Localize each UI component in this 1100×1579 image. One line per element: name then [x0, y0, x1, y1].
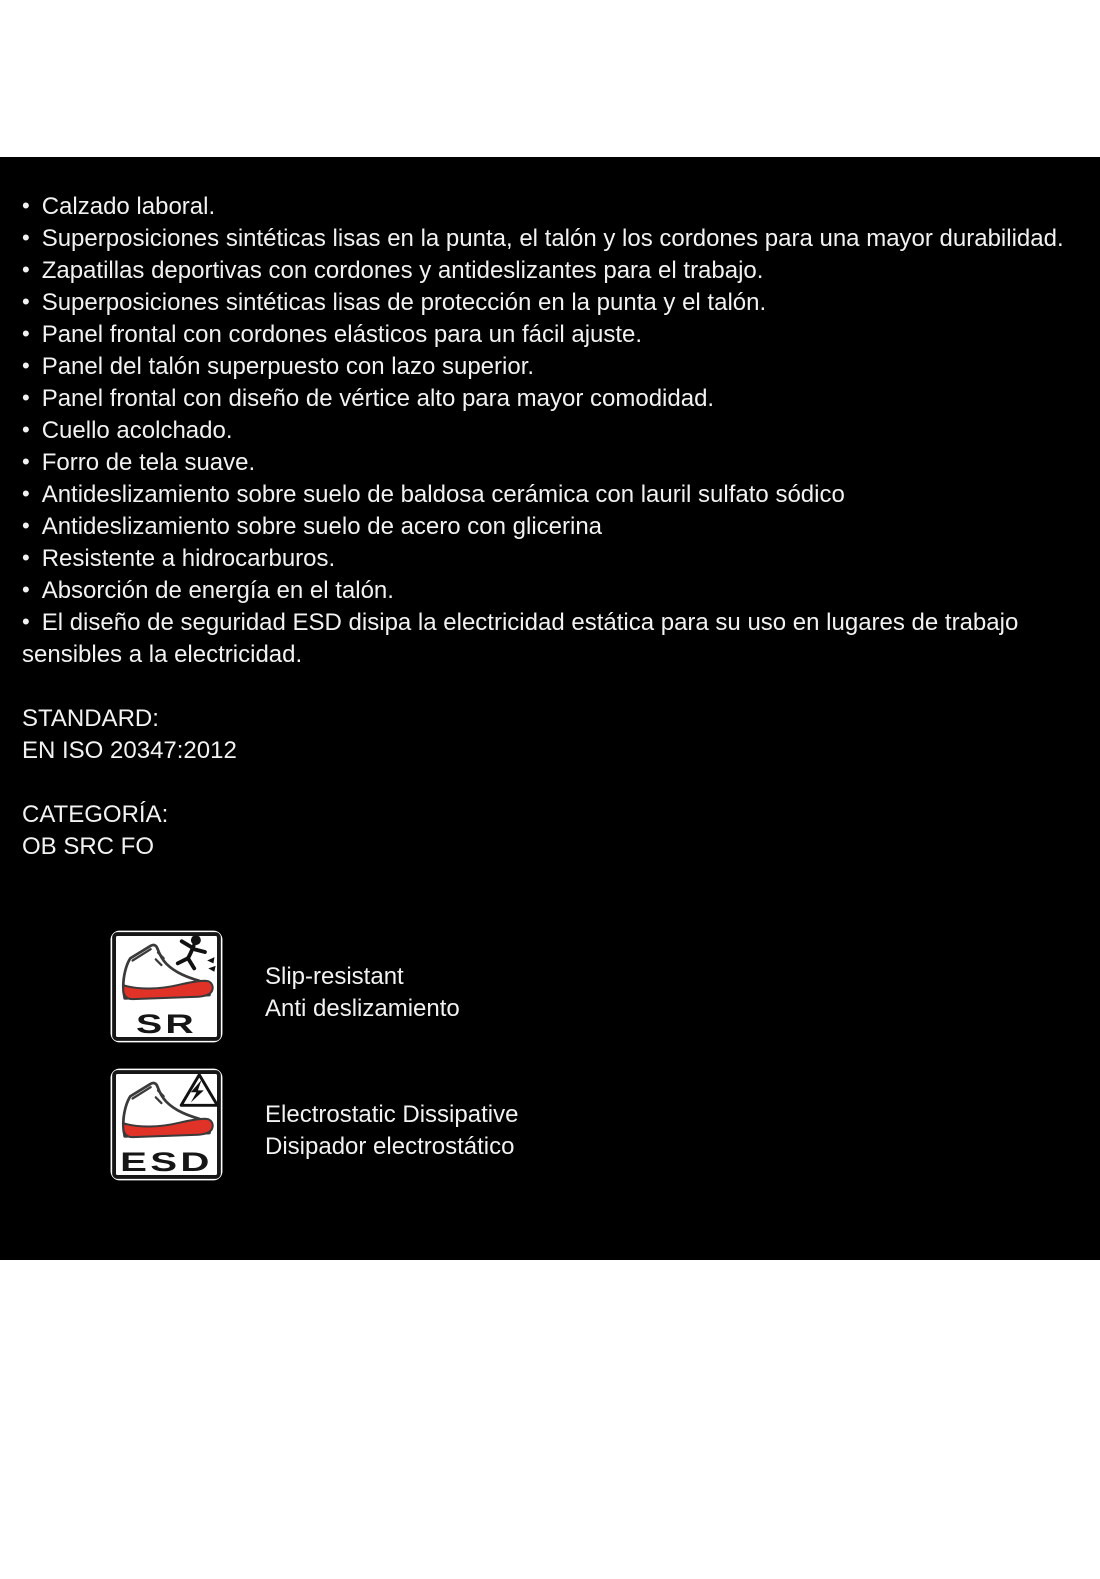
feature-item: • Cuello acolchado.: [22, 415, 1080, 447]
electrostatic-dissipative-boot-icon: [110, 1068, 223, 1181]
feature-item: • El diseño de seguridad ESD disipa la electricidad estática para su uso en lugares de trabajo sensibles a la electricidad.: [22, 607, 1080, 671]
feature-list: [22, 191, 1080, 671]
category-value: OB SRC FO: [22, 833, 155, 860]
category-label: CATEGORÍA:: [22, 801, 169, 828]
feature-item: • Antideslizamiento sobre suelo de acero con glicerina: [22, 511, 1080, 543]
standard-label: STANDARD:: [22, 705, 159, 732]
feature-item: • Superposiciones sintéticas lisas de protección en la punta y el talón.: [22, 287, 1080, 319]
feature-item: • Panel del talón superpuesto con lazo superior.: [22, 351, 1080, 383]
slip-resistant-boot-icon: [110, 930, 223, 1043]
badge-electrostatic-dissipative: [110, 1068, 1080, 1181]
feature-item: • Zapatillas deportivas con cordones y antideslizantes para el trabajo.: [22, 255, 1080, 287]
feature-item: • Forro de tela suave.: [22, 447, 1080, 479]
esd-code-label: ESD: [120, 1145, 213, 1177]
badge-slip-resistant: [110, 930, 1080, 1043]
badge-title: Electrostatic Dissipative: [265, 1101, 519, 1128]
standard-value: EN ISO 20347:2012: [22, 737, 237, 764]
certification-badges: [110, 930, 1080, 1181]
category-section: [22, 799, 1080, 863]
feature-item: • Resistente a hidrocarburos.: [22, 543, 1080, 575]
badge-labels: [265, 930, 460, 1025]
badge-subtitle: Disipador electrostático: [265, 1133, 515, 1160]
feature-item: • Absorción de energía en el talón.: [22, 575, 1080, 607]
badge-subtitle: Anti deslizamiento: [265, 995, 460, 1022]
product-description-panel: [0, 157, 1100, 1260]
feature-item: • Superposiciones sintéticas lisas en la punta, el talón y los cordones para una mayor durabilidad.: [22, 223, 1080, 255]
feature-item: • Panel frontal con cordones elásticos para un fácil ajuste.: [22, 319, 1080, 351]
standard-section: [22, 703, 1080, 767]
sr-code-label: SR: [135, 1007, 198, 1039]
badge-labels: [265, 1068, 518, 1163]
feature-item: • Antideslizamiento sobre suelo de baldosa cerámica con lauril sulfato sódico: [22, 479, 1080, 511]
feature-item: • Panel frontal con diseño de vértice alto para mayor comodidad.: [22, 383, 1080, 415]
badge-title: Slip-resistant: [265, 963, 404, 990]
feature-item: • Calzado laboral.: [22, 191, 1080, 223]
